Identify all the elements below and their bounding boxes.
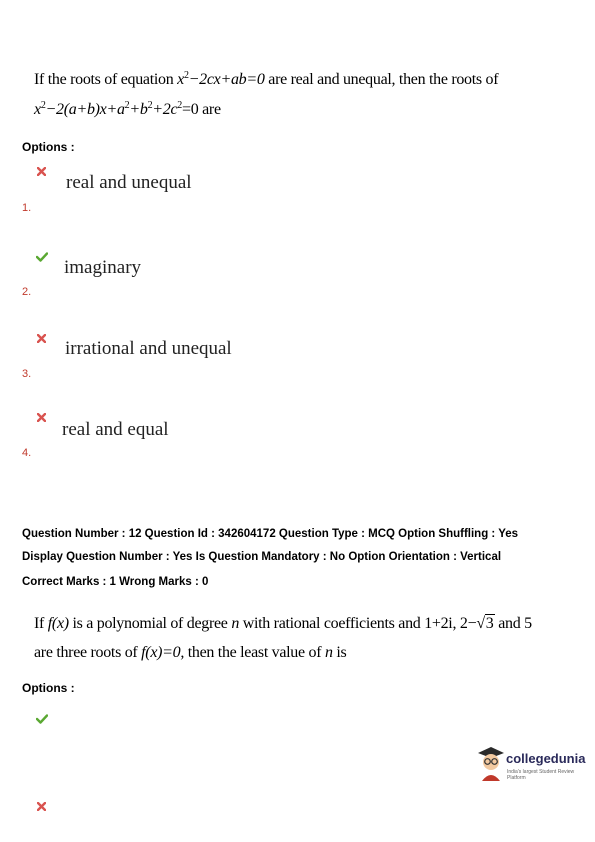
option-1-number: 1. <box>22 202 32 214</box>
question-11-line-2: $x^2-2(a+b)x+a^2+b^2+2c^2=0$ are <box>34 100 221 118</box>
wrong-cross-icon <box>37 413 46 422</box>
option-2-text: imaginary <box>64 257 142 278</box>
option-4-number: 4. <box>22 447 32 459</box>
student-mascot-icon <box>476 745 506 781</box>
question-12-line-2: are three roots of f(x)=0, then the least value of n is <box>34 644 347 661</box>
option-1-text: real and unequal <box>66 172 192 193</box>
wrong-cross-icon <box>37 802 46 811</box>
correct-check-icon <box>36 252 48 262</box>
option-3-text: irrational and unequal <box>65 338 232 359</box>
question-12-meta-line-2: Display Question Number : Yes Is Question Mandatory : No Option Orientation : Vertical <box>22 551 502 563</box>
collegedunia-logo <box>476 745 588 785</box>
options-label: Options : <box>22 140 75 154</box>
question-12-meta-line-1: Question Number : 12 Question Id : 342604172 Question Type : MCQ Option Shuffling : Yes <box>22 528 519 540</box>
option-2-number: 2. <box>22 286 32 298</box>
correct-check-icon <box>36 714 48 724</box>
wrong-cross-icon <box>37 167 46 176</box>
logo-name: collegedunia <box>506 751 586 766</box>
question-12-line-1: If f(x) is a polynomial of degree n with rational coefficients and 1+2i, 2−√3 and 5 <box>34 615 532 632</box>
question-12-meta-line-3: Correct Marks : 1 Wrong Marks : 0 <box>22 576 209 588</box>
option-4-text: real and equal <box>62 419 169 440</box>
question-11-line-1: If the roots of equation $x^2-2cx+ab=0$ are real and unequal, then the roots of <box>34 70 499 88</box>
option-3-number: 3. <box>22 368 32 380</box>
wrong-cross-icon <box>37 334 46 343</box>
logo-tagline: India's largest Student Review Platform <box>507 769 575 781</box>
options-label: Options : <box>22 681 75 695</box>
